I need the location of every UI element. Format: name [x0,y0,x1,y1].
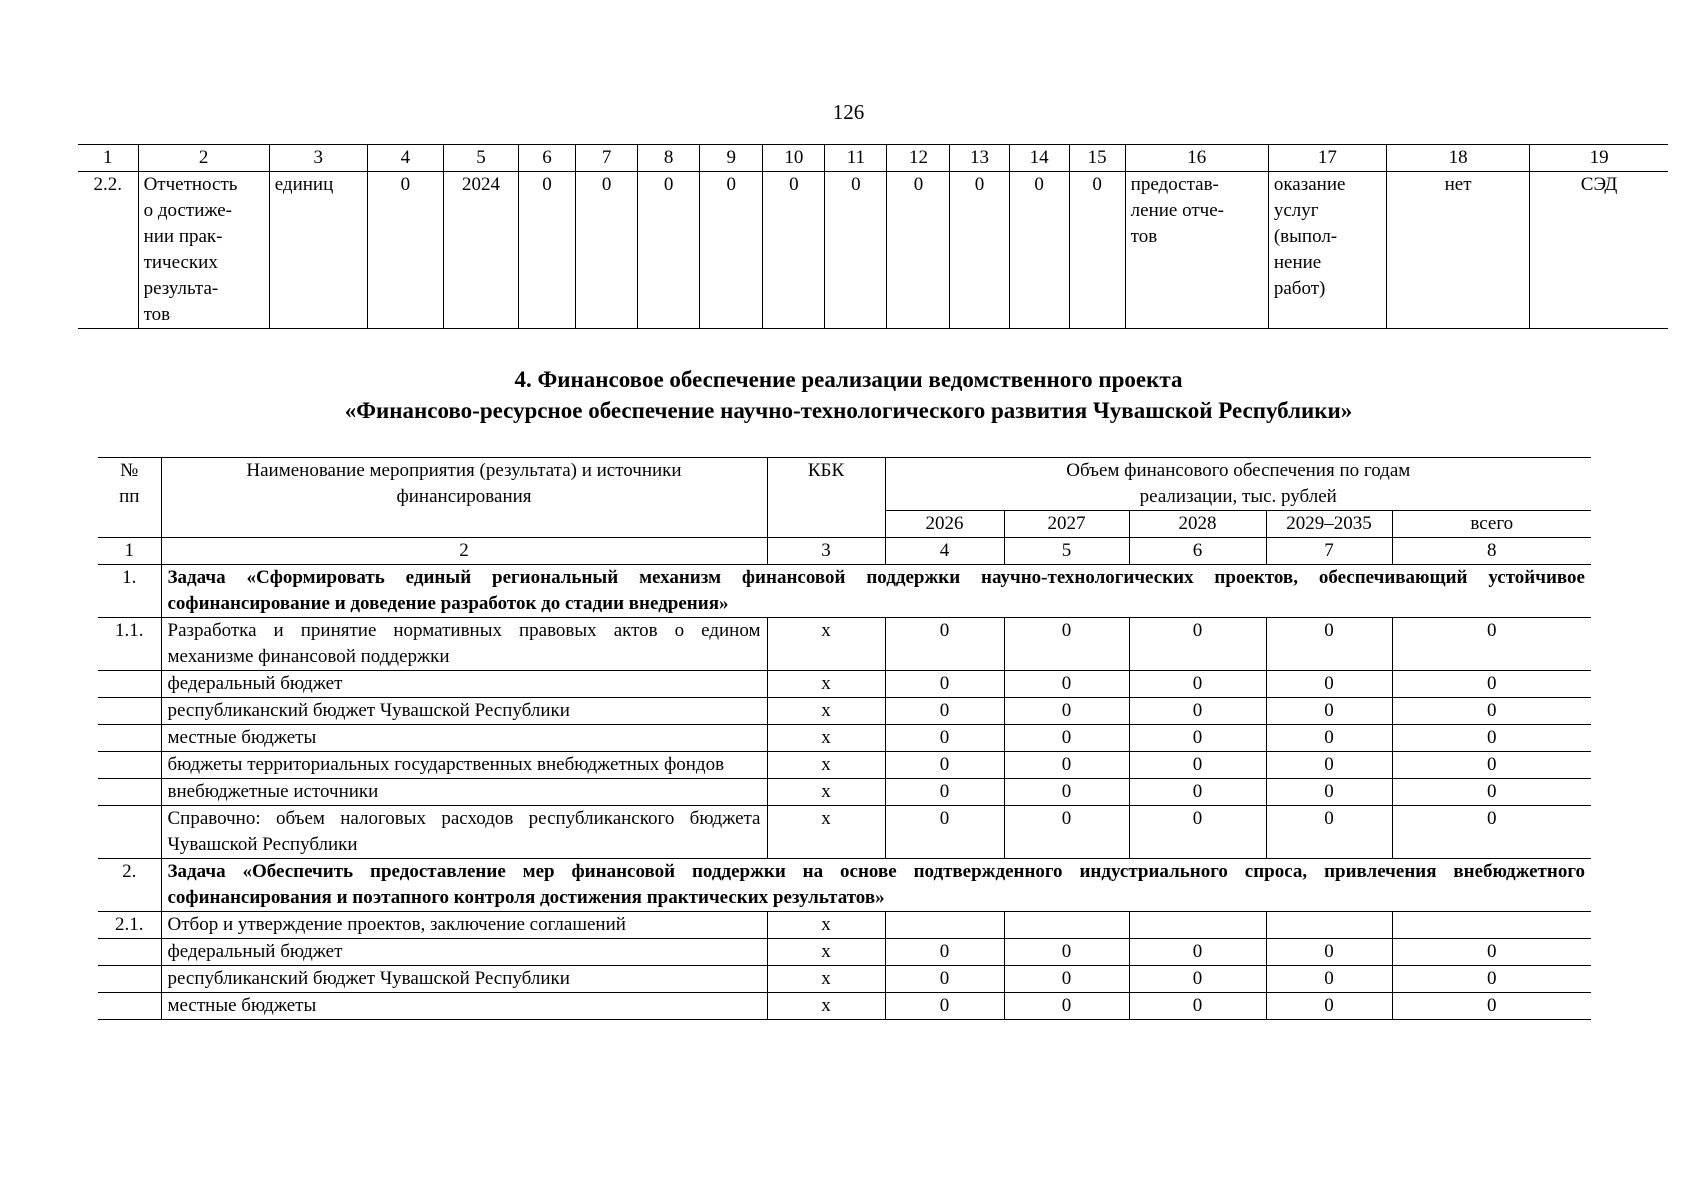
row-number [98,725,161,752]
header-year: 2028 [1129,511,1266,538]
value-cell: 0 [885,779,1004,806]
indicator-name-line: тов [143,304,171,325]
column-number: 9 [700,145,763,172]
item-row [98,698,1591,725]
row-number [98,966,161,993]
value-cell: 0 [1129,725,1266,752]
column-number: 16 [1125,145,1268,172]
value-cell: 0 [1266,752,1392,779]
header-row [98,458,1591,511]
item-name: республиканский бюджет Чувашской Республики [161,966,767,993]
kbk-cell: х [767,671,885,698]
column-number: 6 [519,145,576,172]
column-number: 5 [1004,538,1129,565]
indicators-table [78,144,1668,329]
kbk-cell: х [767,752,885,779]
kbk-cell: х [767,993,885,1020]
value-cell: 0 [1266,671,1392,698]
kbk-cell: х [767,725,885,752]
value-cell: 0 [885,966,1004,993]
value-cell: 0 [519,172,576,329]
column-number: 2 [161,538,767,565]
value-cell: 0 [1392,618,1591,671]
task-row [98,859,1591,912]
indicator-name-line: нии прак- [143,226,223,247]
value-cell: 0 [1129,752,1266,779]
value-cell: 0 [1129,618,1266,671]
value-cell: 0 [1004,966,1129,993]
value-cell: 0 [638,172,700,329]
value-cell: 0 [576,172,638,329]
value-cell: 0 [1392,939,1591,966]
item-name: Справочно: объем налоговых расходов республиканского бюджета Чувашской Республики [161,806,767,859]
value-cell [885,912,1004,939]
row-number [98,698,161,725]
item-row [98,912,1591,939]
kbk-cell: х [767,806,885,859]
column-number: 5 [443,145,518,172]
col16-line: ление отче- [1130,200,1224,221]
header-volume [885,458,1591,511]
item-name: Отбор и утверждение проектов, заключение соглашений [161,912,767,939]
value-cell: 0 [1129,671,1266,698]
value-cell: 0 [885,806,1004,859]
item-name: федеральный бюджет [161,671,767,698]
kbk-cell: х [767,698,885,725]
indicator-name [138,172,269,329]
header-name [161,458,767,538]
column-number: 11 [825,145,887,172]
value-cell: 0 [1266,939,1392,966]
column-number: 4 [367,145,443,172]
kbk-cell: х [767,779,885,806]
column-number: 14 [1009,145,1069,172]
row-number [98,939,161,966]
header-num-line: пп [119,486,140,507]
value-cell: 0 [1266,779,1392,806]
item-row [98,806,1591,859]
value-cell: 0 [885,752,1004,779]
column-number: 1 [98,538,161,565]
col16-line: предостав- [1130,174,1219,195]
item-row [98,966,1591,993]
value-cell [1266,912,1392,939]
value-cell: 0 [1266,698,1392,725]
value-cell [1129,912,1266,939]
base-value-cell: 0 [367,172,443,329]
task-row [98,565,1591,618]
value-cell: 0 [1129,993,1266,1020]
item-name: местные бюджеты [161,993,767,1020]
header-year: 2026 [885,511,1004,538]
page-number: 126 [832,100,865,124]
header-name-line: финансирования [396,486,532,507]
value-cell: 0 [1392,698,1591,725]
column-number: 8 [638,145,700,172]
value-cell: 0 [700,172,763,329]
value-cell: 0 [1004,939,1129,966]
column-number: 19 [1530,145,1668,172]
item-name: бюджеты территориальных государственных внебюджетных фондов [161,752,767,779]
item-name: внебюджетные источники [161,779,767,806]
header-volume-line: реализации, тыс. рублей [1139,486,1337,507]
value-cell [1392,912,1591,939]
header-name-line: Наименование мероприятия (результата) и источники [246,460,682,481]
header-kbk: КБК [767,458,885,538]
column-number: 13 [950,145,1009,172]
column-number: 7 [576,145,638,172]
value-cell: 0 [763,172,825,329]
col16-cell [1125,172,1268,329]
row-number: 2.1. [98,912,161,939]
column-number: 8 [1392,538,1591,565]
row-number: 2. [98,859,161,912]
indicator-name-line: Отчетность [143,174,238,195]
value-cell [1004,912,1129,939]
value-cell: 0 [1004,618,1129,671]
value-cell: 0 [1266,618,1392,671]
value-cell: 0 [1392,966,1591,993]
header-num-line: № [120,460,139,481]
value-cell: 0 [1004,671,1129,698]
value-cell: 0 [1004,752,1129,779]
value-cell: 0 [887,172,950,329]
value-cell: 0 [885,698,1004,725]
value-cell: 0 [1266,725,1392,752]
value-cell: 0 [1009,172,1069,329]
row-number [98,806,161,859]
indicator-name-line: тических [143,252,218,273]
column-number: 15 [1069,145,1125,172]
col17-line: нение [1273,252,1322,273]
col19-cell: СЭД [1530,172,1668,329]
item-row [98,752,1591,779]
value-cell: 0 [825,172,887,329]
col17-line: услуг [1273,200,1319,221]
kbk-cell: х [767,618,885,671]
header-year: 2027 [1004,511,1129,538]
col17-line: оказание [1273,174,1346,195]
value-cell: 0 [1129,939,1266,966]
column-number: 12 [887,145,950,172]
section-heading-line: 4. Финансовое обеспечение реализации ведомственного проекта [514,367,1183,392]
item-row [98,725,1591,752]
value-cell: 0 [885,725,1004,752]
header-num [98,458,161,538]
col16-line: тов [1130,226,1158,247]
value-cell: 0 [885,618,1004,671]
value-cell: 0 [1129,698,1266,725]
column-number: 18 [1386,145,1529,172]
section-heading [0,364,1697,426]
value-cell: 0 [1004,993,1129,1020]
row-number [98,752,161,779]
col18-cell: нет [1386,172,1529,329]
row-number [98,993,161,1020]
task-text: Задача «Обеспечить предоставление мер финансовой поддержки на основе подтвержденного индустриального спроса, привлечения внебюджетного софинансирования и поэтапного контроля достижения практических результатов» [161,859,1591,912]
value-cell: 0 [1069,172,1125,329]
col17-cell [1268,172,1386,329]
column-number: 2 [138,145,269,172]
column-number: 3 [269,145,367,172]
value-cell: 0 [1004,698,1129,725]
column-number: 1 [78,145,138,172]
kbk-cell: х [767,939,885,966]
value-cell: 0 [885,993,1004,1020]
value-cell: 0 [1392,779,1591,806]
value-cell: 0 [885,671,1004,698]
unit-cell: единиц [269,172,367,329]
column-number: 7 [1266,538,1392,565]
task-text: Задача «Сформировать единый региональный механизм финансовой поддержки научно-технологических проектов, обеспечивающий устойчивое софинансирование и доведение разработок до стадии внедрения» [161,565,1591,618]
value-cell: 0 [1392,725,1591,752]
column-number: 6 [1129,538,1266,565]
column-number: 17 [1268,145,1386,172]
row-number: 1.1. [98,618,161,671]
item-row [98,779,1591,806]
value-cell: 0 [1129,779,1266,806]
header-year: 2029–2035 [1266,511,1392,538]
item-row [98,993,1591,1020]
section-heading-line: «Финансово-ресурсное обеспечение научно-технологического развития Чувашской Республики» [344,398,1353,423]
col17-line: (выпол- [1273,226,1338,247]
item-row [98,939,1591,966]
kbk-cell: х [767,912,885,939]
header-volume-line: Объем финансового обеспечения по годам [1066,460,1411,481]
col17-line: работ) [1273,278,1326,299]
row-number [98,779,161,806]
value-cell: 0 [1266,993,1392,1020]
indicator-name-line: о достиже- [143,200,232,221]
header-total: всего [1392,511,1591,538]
item-name: местные бюджеты [161,725,767,752]
value-cell: 0 [1129,806,1266,859]
value-cell: 0 [1392,806,1591,859]
item-name: федеральный бюджет [161,939,767,966]
column-number: 10 [763,145,825,172]
column-number: 4 [885,538,1004,565]
row-number [98,671,161,698]
value-cell: 0 [1004,779,1129,806]
item-name: республиканский бюджет Чувашской Республики [161,698,767,725]
value-cell: 0 [885,939,1004,966]
row-number: 2.2. [78,172,138,329]
column-number: 3 [767,538,885,565]
item-row [98,671,1591,698]
financing-table [98,457,1591,1020]
item-row [98,618,1591,671]
value-cell: 0 [1004,725,1129,752]
column-number-row [78,145,1668,172]
kbk-cell: х [767,966,885,993]
value-cell: 0 [1392,671,1591,698]
base-year-cell: 2024 [443,172,518,329]
value-cell: 0 [1392,993,1591,1020]
value-cell: 0 [950,172,1009,329]
value-cell: 0 [1266,806,1392,859]
indicator-name-line: результа- [143,278,219,299]
row-number: 1. [98,565,161,618]
value-cell: 0 [1392,752,1591,779]
value-cell: 0 [1004,806,1129,859]
indicator-row [78,172,1668,329]
value-cell: 0 [1266,966,1392,993]
value-cell: 0 [1129,966,1266,993]
item-name: Разработка и принятие нормативных правовых актов о едином механизме финансовой поддержки [161,618,767,671]
column-number-row [98,538,1591,565]
